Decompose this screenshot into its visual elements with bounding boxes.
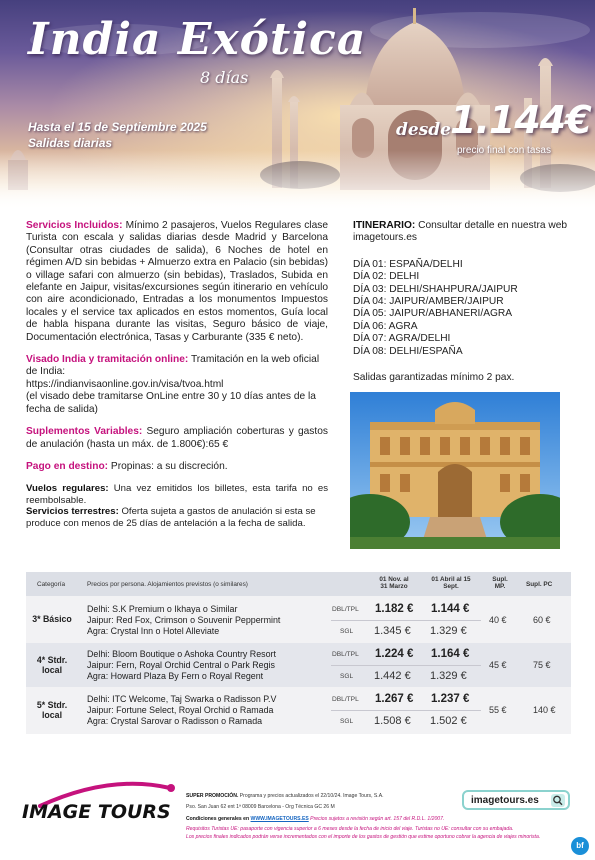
price-amount: 1.144€ [450,98,591,142]
search-icon [551,794,565,807]
supplements-text: Seguro ampliación coberturas y gastos de anulación (hasta un máx. de 1.800€):65 € [26,426,328,450]
footer-requirements-1: Requisitos Turistas UE: pasaporte con vigencia superior a 6 meses desde la fecha de inicio del viaje. Turistas no UE: consultar con su embajada. [186,826,514,832]
logo-swoosh-icon [20,780,180,825]
website-button[interactable] [462,790,570,810]
footer-promo-text: Programa y precios actualizados el 22/10/24. Image Tours, S.A. [239,793,384,799]
hero-title: India Exótica [28,14,367,65]
row-divider [331,620,481,621]
row-hotel: Delhi: S.K Premium o Ikhaya o Similar [87,604,238,614]
room-type-sgl: SGL [340,628,354,635]
visa-note: (el visado debe tramitarse OnLine entre 30 y 10 días antes de la fecha de salida) [26,391,316,415]
room-type-dbl: DBL/TPL [332,606,359,613]
price-dbl-period-1: 1.267 € [375,693,414,705]
ground-services-paragraph [26,506,328,529]
price-dbl-period-1: 1.224 € [375,648,414,660]
row-hotel: Jaipur: Fern, Royal Orchid Central o Park Regis [87,660,275,670]
supplement-mp: 45 € [489,660,507,670]
room-type-dbl: DBL/TPL [332,651,359,658]
itinerary-list [353,259,571,358]
room-type-sgl: SGL [340,718,354,725]
services-paragraph [26,220,328,344]
itinerary-day: DÍA 06: AGRA [353,320,418,332]
visa-label: Visado India y tramitación online: [26,354,189,366]
itinerary-day: DÍA 03: DELHI/SHAHPURA/JAIPUR [353,283,518,295]
price-table [26,572,571,734]
supplement-mp: 55 € [489,705,507,715]
hero-subtitle: 8 días [200,68,249,87]
footer-conditions-text: Precios sujetos a revisión según art. 157 del R.D.L. 1/2007. [310,816,445,822]
price-note: precio final con tasas [457,145,551,156]
price-dbl-period-2: 1.144 € [431,603,470,615]
header-category: Categoría [37,581,66,588]
price-sgl-period-2: 1.502 € [430,715,467,727]
price-dbl-period-1: 1.182 € [375,603,414,615]
guaranteed-departures: Salidas garantizadas mínimo 2 pax. [353,372,515,384]
row-category: 5* Stdr. local [36,700,68,720]
visa-paragraph [26,354,328,416]
footer-promo-label: SUPER PROMOCIÓN. [186,793,239,799]
hero-banner [0,0,595,210]
palace-photo [350,392,560,549]
itinerary-intro [353,220,571,245]
supplement-mp: 40 € [489,615,507,625]
offer-deadline: Hasta el 15 de Septiembre 2025 [28,120,207,134]
itinerary-day: DÍA 08: DELHI/ESPAÑA [353,345,463,357]
image-tours-logo[interactable] [20,780,180,825]
visa-url-link[interactable]: https://indianvisaonline.gov.in/visa/tvoa.html [26,378,224,390]
payment-text: Propinas: a su discreción. [110,460,228,472]
room-type-dbl: DBL/TPL [332,696,359,703]
header-supl-mp: Supl. MP. [492,576,508,590]
payment-label: Pago en destino: [26,460,109,472]
table-row [26,643,571,687]
price-sgl-period-1: 1.442 € [374,670,411,682]
supplements-paragraph [26,426,328,451]
itinerary-day: DÍA 07: AGRA/DELHI [353,333,451,345]
room-type-sgl: SGL [340,673,354,680]
price-dbl-period-2: 1.237 € [431,693,470,705]
header-period-1: 01 Nov. al 31 Marzo [379,576,409,590]
price-sgl-period-1: 1.508 € [374,715,411,727]
palace-illustration [350,392,560,549]
row-hotel: Delhi: Bloom Boutique o Ashoka Country Resort [87,649,276,659]
row-hotel: Agra: Crystal Inn o Hotel Alleviate [87,626,220,636]
row-hotel: Jaipur: Red Fox, Crimson o Souvenir Peppermint [87,615,281,625]
table-header [26,572,571,596]
footer-promo [186,793,384,799]
departures-note: Salidas diarias [28,136,113,150]
row-divider [331,710,481,711]
itinerary-day: DÍA 02: DELHI [353,271,420,283]
supplement-pc: 140 € [533,705,556,715]
footer-conditions [186,816,444,822]
itinerary-day: DÍA 01: ESPAÑA/DELHI [353,258,463,270]
row-divider [331,665,481,666]
supplement-pc: 75 € [533,660,551,670]
footer-address: Pso. San Juan 62 ent 1ª 08009 Barcelona - Org Técnica GC 26 M [186,804,335,810]
itinerary-day: DÍA 04: JAIPUR/AMBER/JAIPUR [353,296,504,308]
header-supl-pc: Supl. PC [526,581,553,588]
supplements-label: Suplementos Variables: [26,426,143,438]
row-category: 4* Stdr. local [36,655,68,675]
bf-badge: bf [571,837,589,855]
footer-conditions-label: Condiciones generales en [186,816,250,822]
table-row [26,598,571,642]
ground-services-text: Oferta sujeta a gastos de anulación si esta se produce con menos de 25 días de antelación a la fecha de salida. [26,506,316,529]
supplement-pc: 60 € [533,615,551,625]
price-prefix: desde [396,120,451,140]
payment-paragraph [26,461,328,473]
itinerary-label: ITINERARIO: [353,220,416,231]
itinerary-day: DÍA 05: JAIPUR/ABHANERI/AGRA [353,308,513,320]
footer-conditions-link[interactable]: WWW.IMAGETOURS.ES [250,816,309,822]
header-period-2: 01 Abril al 15 Sept. [431,576,471,590]
ground-services-label: Servicios terrestres: [26,506,119,518]
header-description: Precios por persona. Alojamientos previstos (o similares) [87,581,248,588]
price-sgl-period-1: 1.345 € [374,625,411,637]
row-hotel: Agra: Crystal Sarovar o Radisson o Ramada [87,716,263,726]
logo-text: IMAGE TOURS [22,801,171,823]
row-hotel: Delhi: ITC Welcome, Taj Swarka o Radisson P.V [87,694,277,704]
itinerary-column [353,220,571,384]
table-row [26,688,571,732]
row-hotel: Jaipur: Fortune Select, Royal Orchid o Ramada [87,705,274,715]
row-category: 3* Básico [32,614,72,624]
price-sgl-period-2: 1.329 € [430,625,467,637]
conditions-column [26,220,328,529]
itinerary-intro-text: Consultar detalle en nuestra web imagetours.es [353,220,568,244]
services-text: Mínimo 2 pasajeros, Vuelos Regulares clase Turista con escala y salidas diarias desde Madrid y Barcelona (Consultar otras ciudades de salida), 6 Noches de hotel en régimen A/D sin bebidas + Almuerzo extra en Palacio (sin bebidas) o village safari con almuerzo (sin bebidas), Traslados, Subida en elefante en Jaipur, visitas/excursiones según itinerario en vehículo con aire acondicionado, Entradas a los monumentos Impuestos locales y el service tax aplicados en estos momentos, Guía local de habla hispana durante las visitas, Seguro básico de viaje, Documentación electrónica, Tasas y Carburante (335 € neto). [26,220,328,343]
visa-text: Tramitación en la web oficial de India: [26,354,320,378]
regular-flights-paragraph [26,483,328,506]
services-label: Servicios Incluidos: [26,220,123,231]
price-dbl-period-2: 1.164 € [431,648,470,660]
website-button-label: imagetours.es [471,795,539,806]
regular-flights-label: Vuelos regulares: [26,483,109,495]
row-hotel: Agra: Howard Plaza By Fern o Royal Regent [87,671,264,681]
regular-flights-text: Una vez emitidos los billetes, esta tarifa no es reembolsable. [26,483,328,506]
footer-requirements-2: Los precios finales indicados podrán verse incrementados con el importe de los gastos de gestión que estime oportuno cobrar la agencia de viajes minorista. [186,834,541,840]
price-sgl-period-2: 1.329 € [430,670,467,682]
